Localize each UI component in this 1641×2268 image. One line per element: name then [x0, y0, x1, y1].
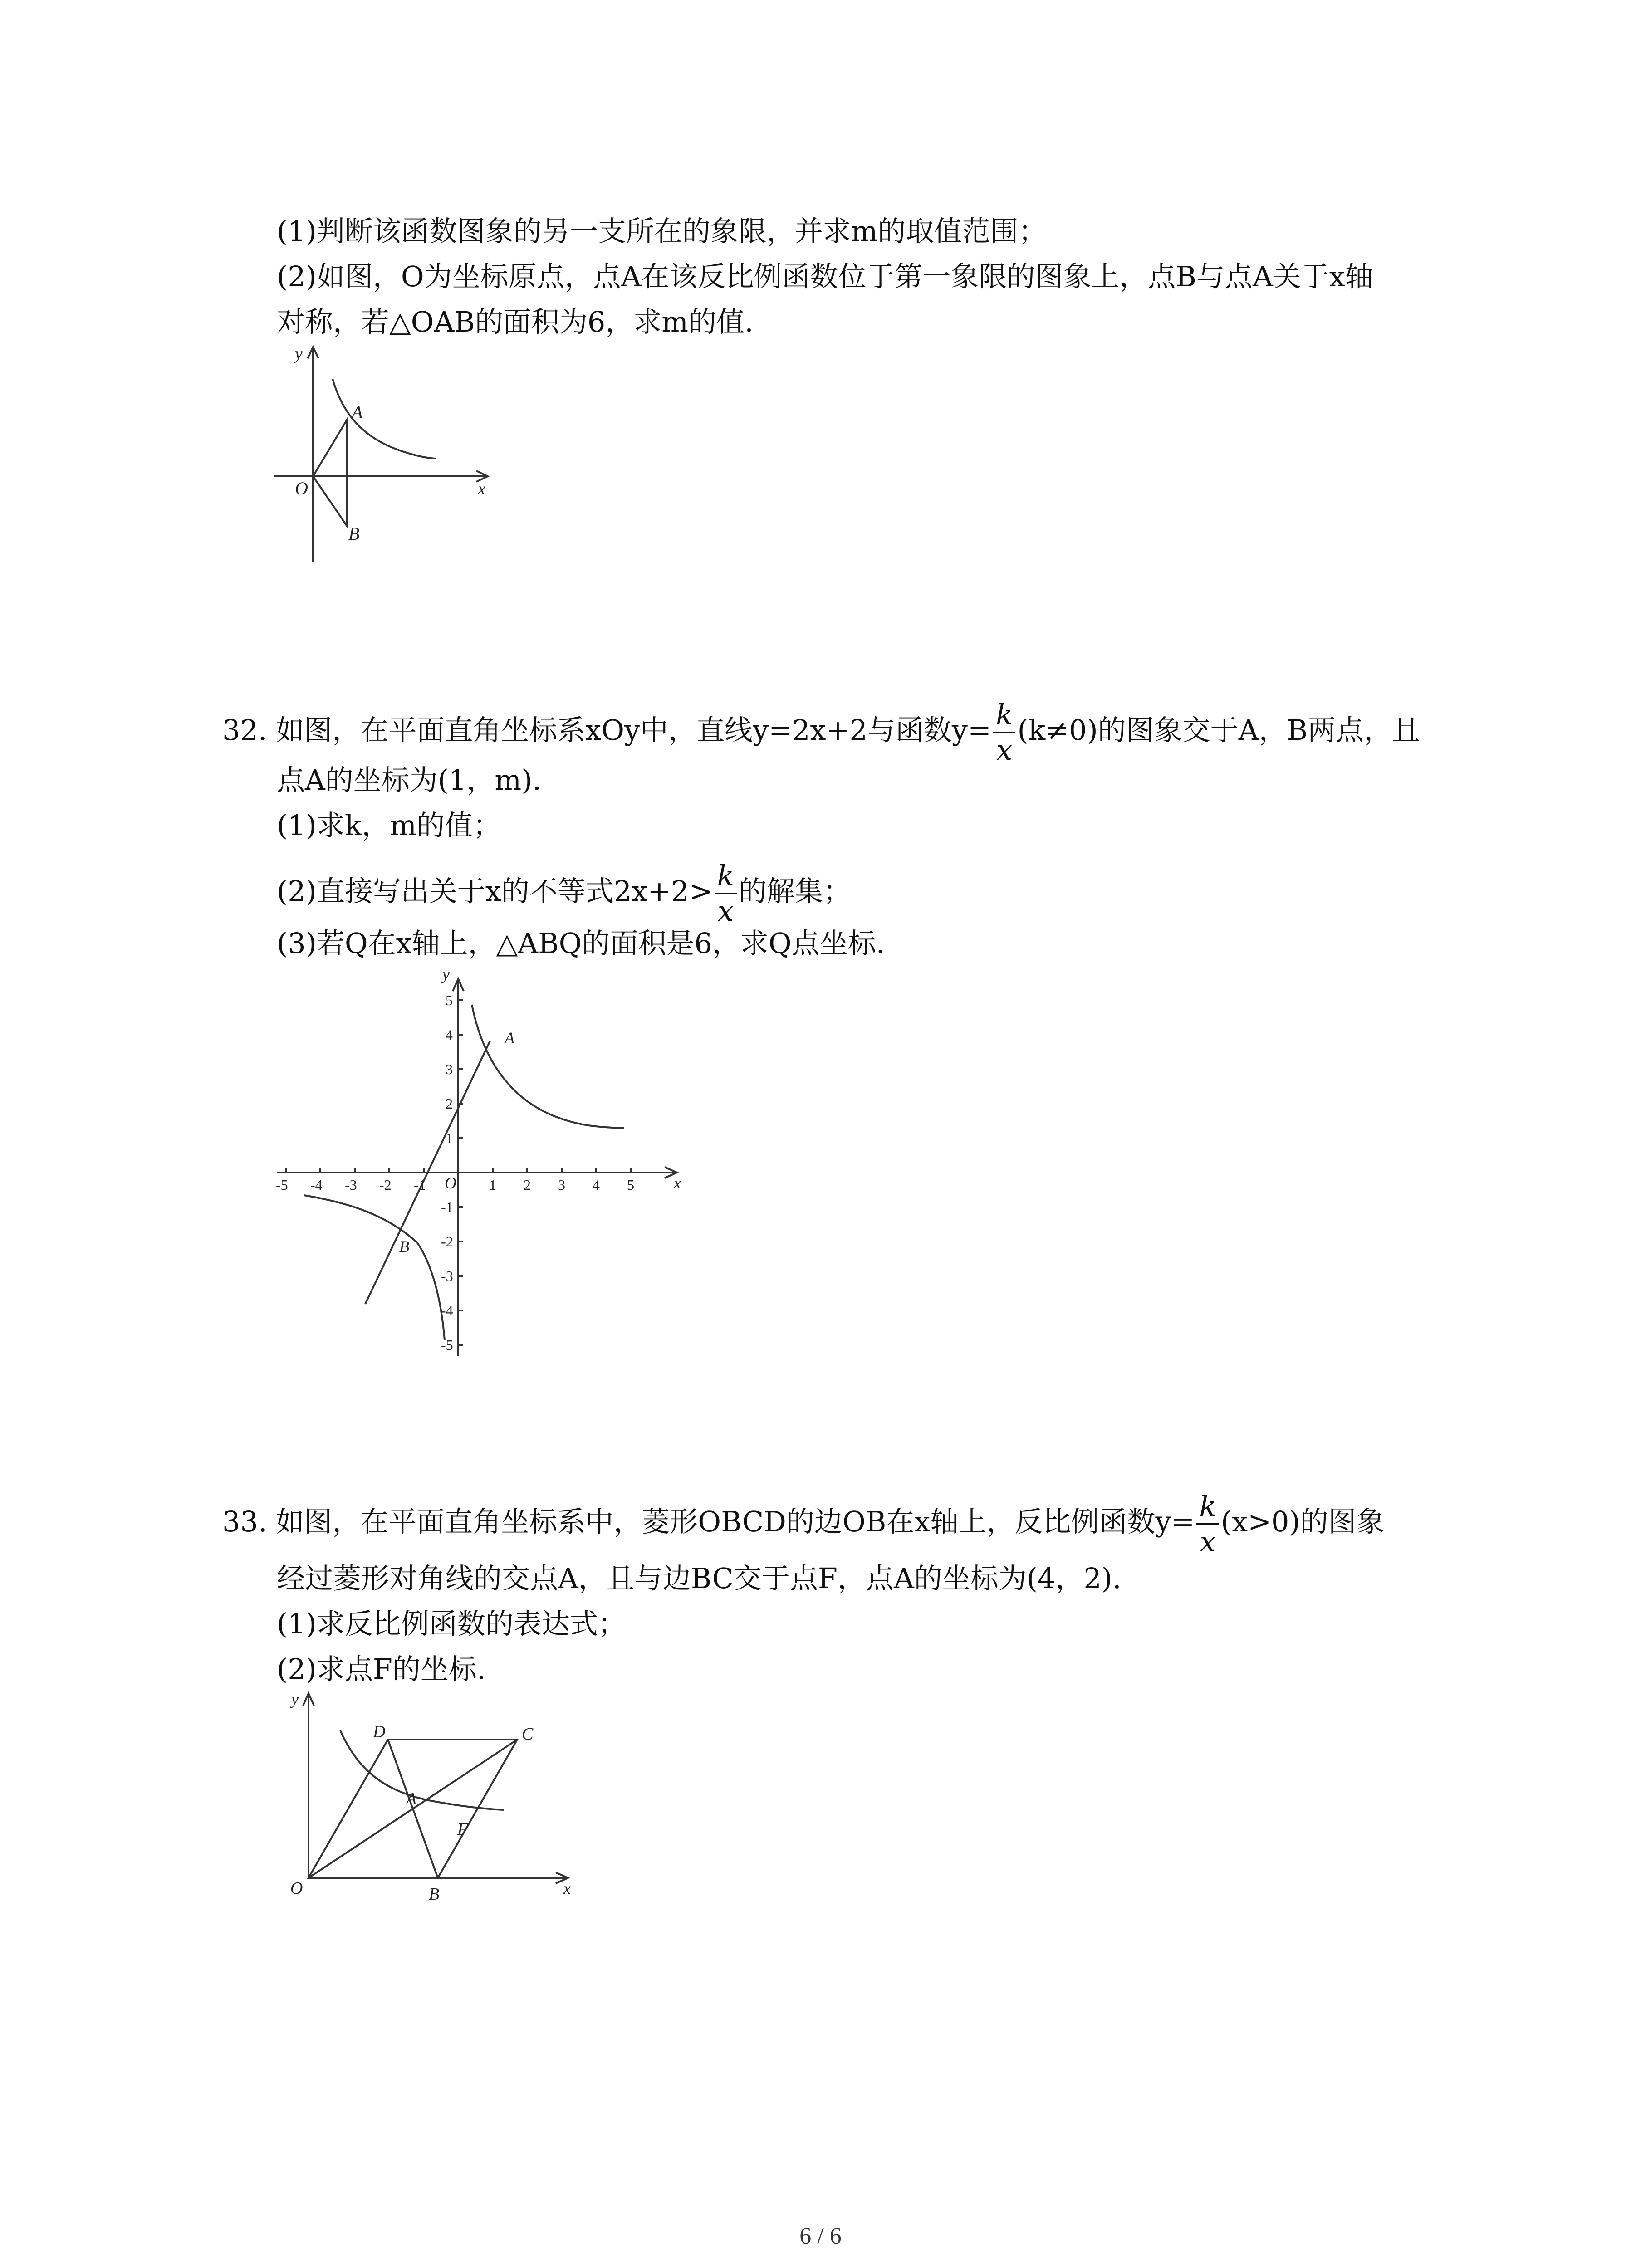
- q31-triangle-oab: [313, 420, 347, 526]
- q32-x-tick-label: 2: [524, 1177, 531, 1193]
- q33-point-c-label: C: [522, 1725, 534, 1744]
- q31-point-b-label: B: [348, 523, 360, 544]
- q33-x-label: x: [563, 1879, 571, 1897]
- q32-hyperbola-branch-q3: [304, 1195, 445, 1340]
- q33-point-d-label: D: [373, 1722, 386, 1741]
- q32-stem-line2: 点A的坐标为(1，m).: [277, 763, 542, 797]
- q32-point-a-label: A: [505, 1029, 514, 1047]
- q32-y-tick-label: -2: [441, 1233, 453, 1250]
- q33-hyperbola: [340, 1730, 504, 1810]
- q32-part2-text: (2)直接写出关于x的不等式2x+2>: [277, 875, 713, 908]
- q32-fraction: $\frac{k}{x}$: [993, 701, 1016, 764]
- q32-y-tick-label: 2: [446, 1095, 453, 1112]
- q33-diagonal-db: [388, 1740, 438, 1878]
- q32-x-tick-label: 3: [558, 1177, 565, 1193]
- page-number: 6 / 6: [799, 2223, 842, 2249]
- q32-x-tick-label: -1: [414, 1177, 426, 1193]
- q33-stem-line1: [222, 1492, 1385, 1556]
- q33-figure: [268, 1687, 585, 1907]
- q33-fraction: $\frac{k}{x}$: [1196, 1492, 1219, 1556]
- q33-point-a-label: A: [406, 1789, 417, 1809]
- q31-y-label: y: [295, 344, 303, 363]
- q31-part1: (1)判断该函数图象的另一支所在的象限，并求m的取值范围；: [277, 215, 1047, 248]
- q32-stem-text: 32. 如图，在平面直角坐标系xOy中，直线y=2x+2与函数y=: [222, 714, 991, 747]
- q32-y-tick-label: -5: [441, 1337, 453, 1353]
- q32-y-tick-label: -3: [441, 1268, 453, 1284]
- q32-part3: (3)若Q在x轴上，△ABQ的面积是6，求Q点坐标.: [277, 927, 885, 960]
- q32-x-tick-label: -4: [310, 1177, 323, 1193]
- q33-stem-text: 33. 如图，在平面直角坐标系中，菱形OBCD的边OB在x轴上，反比例函数y=: [222, 1505, 1195, 1539]
- q31-origin-label: O: [295, 478, 308, 499]
- q32-x-tick-label: 4: [593, 1177, 600, 1193]
- q33-point-f-label: F: [457, 1820, 468, 1839]
- q32-y-tick-label: 5: [446, 992, 453, 1008]
- q32-hyperbola-branch-q1: [472, 1005, 624, 1128]
- q32-figure: [268, 966, 703, 1376]
- q31-point-a-label: A: [352, 402, 363, 422]
- q32-y-label: y: [442, 965, 450, 983]
- q32-x-tick-label: 1: [489, 1177, 496, 1193]
- q32-y-tick-label: -4: [441, 1302, 453, 1319]
- q32-x-tick-label: -2: [379, 1177, 392, 1193]
- q32-point-b-label: B: [399, 1237, 409, 1256]
- q33-stem-line2: 经过菱形对角线的交点A，且与边BC交于点F，点A的坐标为(4，2).: [277, 1562, 1122, 1595]
- q32-x-tick-label: -5: [276, 1177, 288, 1193]
- q32-origin-label: O: [445, 1174, 456, 1192]
- q32-y-tick-label: -1: [441, 1199, 453, 1215]
- q33-part1: (1)求反比例函数的表达式；: [277, 1607, 626, 1640]
- q33-part2: (2)求点F的坐标.: [277, 1652, 486, 1686]
- q31-hyperbola: [333, 379, 436, 459]
- q33-origin-label: O: [290, 1879, 303, 1898]
- q32-y-tick-label: 4: [446, 1026, 453, 1043]
- q33-y-label: y: [291, 1690, 299, 1708]
- q32-part2-text-end: 的解集；: [739, 875, 852, 908]
- q32-part2-fraction: $\frac{k}{x}$: [715, 862, 737, 925]
- q32-x-label: x: [674, 1174, 681, 1192]
- q32-y-tick-label: 1: [446, 1130, 453, 1146]
- q31-x-label: x: [478, 479, 485, 499]
- q32-x-tick-label: -3: [345, 1177, 357, 1193]
- q32-stem-text-end: (k≠0)的图象交于A，B两点，且: [1017, 714, 1421, 747]
- q32-part2: [277, 859, 852, 928]
- q31-part2-line1: (2)如图，O为坐标原点，点A在该反比例函数位于第一象限的图象上，点B与点A关于x轴: [277, 260, 1373, 293]
- q33-point-b-label: B: [429, 1885, 440, 1904]
- q31-part2-line2: 对称，若△OAB的面积为6，求m的值.: [277, 305, 754, 338]
- q32-x-tick-label: 5: [627, 1177, 634, 1193]
- q32-part1: (1)求k，m的值；: [277, 809, 501, 842]
- q31-figure: [268, 340, 504, 564]
- q32-y-tick-label: 3: [446, 1061, 453, 1077]
- q33-stem-text-end: (x>0)的图象: [1220, 1505, 1385, 1539]
- q32-stem-line1: [222, 698, 1421, 767]
